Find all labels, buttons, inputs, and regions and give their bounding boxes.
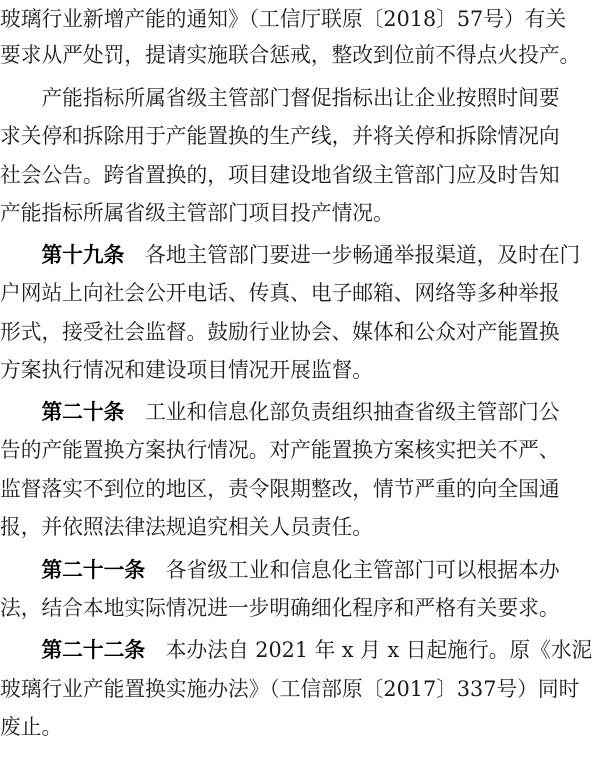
line-indent xyxy=(0,400,41,424)
line-indent xyxy=(0,243,41,267)
text-line xyxy=(0,629,600,671)
text-line xyxy=(0,391,600,433)
line-indent xyxy=(0,558,41,582)
line-text: 方案执行情况和建设项目情况开展监督。 xyxy=(0,358,374,382)
text-line xyxy=(0,77,600,119)
line-indent xyxy=(0,638,41,662)
line-text: 形式，接受社会监督。鼓励行业协会、媒体和公众对产能置换 xyxy=(0,320,560,344)
text-line xyxy=(0,468,600,510)
line-text: 产能指标所属省级主管部门项目投产情况。 xyxy=(0,201,394,225)
text-line xyxy=(0,234,600,276)
line-text: 玻璃行业产能置换实施办法》（工信部原〔2017〕337号）同时 xyxy=(0,677,580,701)
text-line xyxy=(0,668,600,710)
line-text: 告的产能置换方案执行情况。对产能置换方案核实把关不严、 xyxy=(0,438,560,462)
text-line xyxy=(0,706,600,748)
text-line xyxy=(0,115,600,157)
line-text: 产能指标所属省级主管部门督促指标出让企业按照时间要 xyxy=(0,86,560,110)
line-text: 社会公告。跨省置换的，项目建设地省级主管部门应及时告知 xyxy=(0,163,560,187)
text-line xyxy=(0,587,600,629)
text-line xyxy=(0,154,600,196)
text-line xyxy=(0,311,600,353)
line-text: 本办法自 2021 年 x 月 x 日起施行。原《水泥 xyxy=(145,638,593,662)
text-line xyxy=(0,272,600,314)
line-text: 各省级工业和信息化主管部门可以根据本办 xyxy=(145,558,560,582)
line-text: 要求从严处罚，提请实施联合惩戒，整改到位前不得点火投产。 xyxy=(0,43,581,67)
text-line xyxy=(0,34,600,76)
line-text: 报，并依照法律法规追究相关人员责任。 xyxy=(0,515,374,539)
line-text: 法，结合本地实际情况进一步明确细化程序和严格有关要求。 xyxy=(0,596,560,620)
text-line xyxy=(0,429,600,471)
line-text: 监督落实不到位的地区，责令限期整改，情节严重的向全国通 xyxy=(0,477,560,501)
article-heading: 第二十条 xyxy=(41,399,125,424)
article-heading: 第二十二条 xyxy=(41,637,146,662)
text-line xyxy=(0,549,600,591)
line-text: 各地主管部门要进一步畅通举报渠道，及时在门 xyxy=(124,243,581,267)
text-line xyxy=(0,192,600,234)
line-text: 工业和信息化部负责组织抽查省级主管部门公 xyxy=(124,400,560,424)
line-text: 求关停和拆除用于产能置换的生产线，并将关停和拆除情况向 xyxy=(0,124,560,148)
article-heading: 第二十一条 xyxy=(41,557,146,582)
line-text: 户网站上向社会公开电话、传真、电子邮箱、网络等多种举报 xyxy=(0,281,560,305)
text-line xyxy=(0,506,600,548)
article-heading: 第十九条 xyxy=(41,242,125,267)
line-text: 废止。 xyxy=(0,715,63,739)
line-text: 玻璃行业新增产能的通知》（工信厅联原〔2018〕57号）有关 xyxy=(0,7,567,31)
text-line xyxy=(0,349,600,391)
